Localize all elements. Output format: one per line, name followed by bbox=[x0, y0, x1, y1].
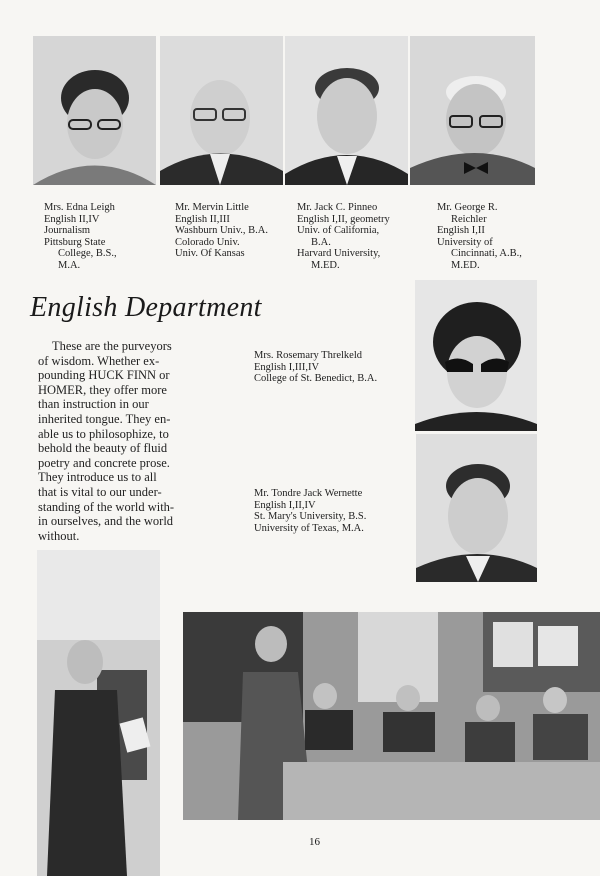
intro-line: than instruction in our bbox=[38, 397, 149, 412]
caption-line: M.A. bbox=[58, 259, 81, 271]
caption-line: English II,III bbox=[175, 213, 230, 225]
caption-line: English I,II bbox=[437, 225, 485, 236]
caption-line: Mrs. Edna Leigh bbox=[44, 202, 115, 213]
portrait-jack-pinneo bbox=[285, 36, 408, 185]
caption-line: English I,III,IV bbox=[254, 361, 320, 373]
portrait-george-reichler bbox=[410, 36, 535, 185]
caption-line: Cincinnati, A.B., bbox=[451, 248, 522, 259]
caption-line: B.A. bbox=[311, 236, 331, 248]
caption-line: Univ. of California, bbox=[297, 225, 380, 236]
caption-line: English I,II,IV bbox=[254, 499, 316, 511]
caption-line: Colorado Univ. bbox=[175, 236, 240, 248]
caption-george-reichler bbox=[437, 202, 522, 271]
intro-line: behold the beauty of fluid bbox=[38, 441, 168, 456]
caption-line: Mr. Mervin Little bbox=[175, 202, 249, 213]
caption-line: Reichler bbox=[451, 213, 487, 225]
caption-edna-leigh bbox=[44, 202, 117, 271]
caption-line: Harvard University, bbox=[297, 248, 381, 259]
caption-line: College of St. Benedict, B.A. bbox=[254, 373, 378, 384]
caption-line: Washburn Univ., B.A. bbox=[175, 225, 268, 236]
intro-line: They introduce us to all bbox=[38, 470, 157, 485]
intro-line: of wisdom. Whether ex- bbox=[38, 353, 160, 368]
caption-jack-pinneo bbox=[297, 202, 390, 271]
caption-line: Mr. Jack C. Pinneo bbox=[297, 202, 378, 213]
caption-mervin-little bbox=[175, 202, 268, 260]
portrait-rosemary-threlkeld bbox=[415, 280, 537, 431]
caption-line: Mr. George R. bbox=[437, 202, 498, 213]
caption-line: M.ED. bbox=[451, 259, 480, 271]
intro-line: without. bbox=[38, 528, 80, 543]
caption-line: Univ. Of Kansas bbox=[175, 248, 245, 259]
portrait-tondre-wernette bbox=[416, 434, 537, 582]
caption-line: Pittsburg State bbox=[44, 236, 106, 248]
caption-line: College, B.S., bbox=[58, 248, 117, 259]
caption-line: M.ED. bbox=[311, 259, 340, 271]
caption-line: University of bbox=[437, 236, 493, 248]
intro-line: HOMER, they offer more bbox=[38, 382, 167, 397]
intro-line: poetry and concrete prose. bbox=[38, 455, 170, 470]
caption-line: English I,II, geometry bbox=[297, 213, 390, 225]
intro-line: These are the purveyors bbox=[52, 339, 172, 353]
page-number: 16 bbox=[309, 836, 320, 848]
caption-line: English II,IV bbox=[44, 213, 100, 225]
caption-rosemary-threlkeld bbox=[254, 350, 377, 385]
intro-line: inherited tongue. They en- bbox=[38, 411, 171, 426]
photo-classroom bbox=[183, 612, 600, 820]
caption-line: Mrs. Rosemary Threlkeld bbox=[254, 350, 362, 361]
caption-tondre-wernette bbox=[254, 488, 366, 534]
caption-line: Mr. Tondre Jack Wernette bbox=[254, 488, 363, 499]
caption-line: Journalism bbox=[44, 225, 91, 236]
caption-line: University of Texas, M.A. bbox=[254, 522, 364, 534]
portrait-edna-leigh bbox=[33, 36, 156, 185]
intro-paragraph bbox=[38, 339, 218, 543]
page-title: English Department bbox=[30, 292, 262, 323]
intro-line: in ourselves, and the world bbox=[38, 514, 174, 529]
intro-line: standing of the world with- bbox=[38, 499, 175, 514]
intro-line: able us to philosophize, to bbox=[38, 426, 169, 441]
caption-line: St. Mary's University, B.S. bbox=[254, 511, 367, 522]
intro-line: pounding HUCK FINN or bbox=[38, 368, 170, 383]
photo-teacher-reading bbox=[37, 550, 160, 876]
portrait-mervin-little bbox=[160, 36, 283, 185]
intro-line: that is vital to our under- bbox=[38, 484, 162, 499]
